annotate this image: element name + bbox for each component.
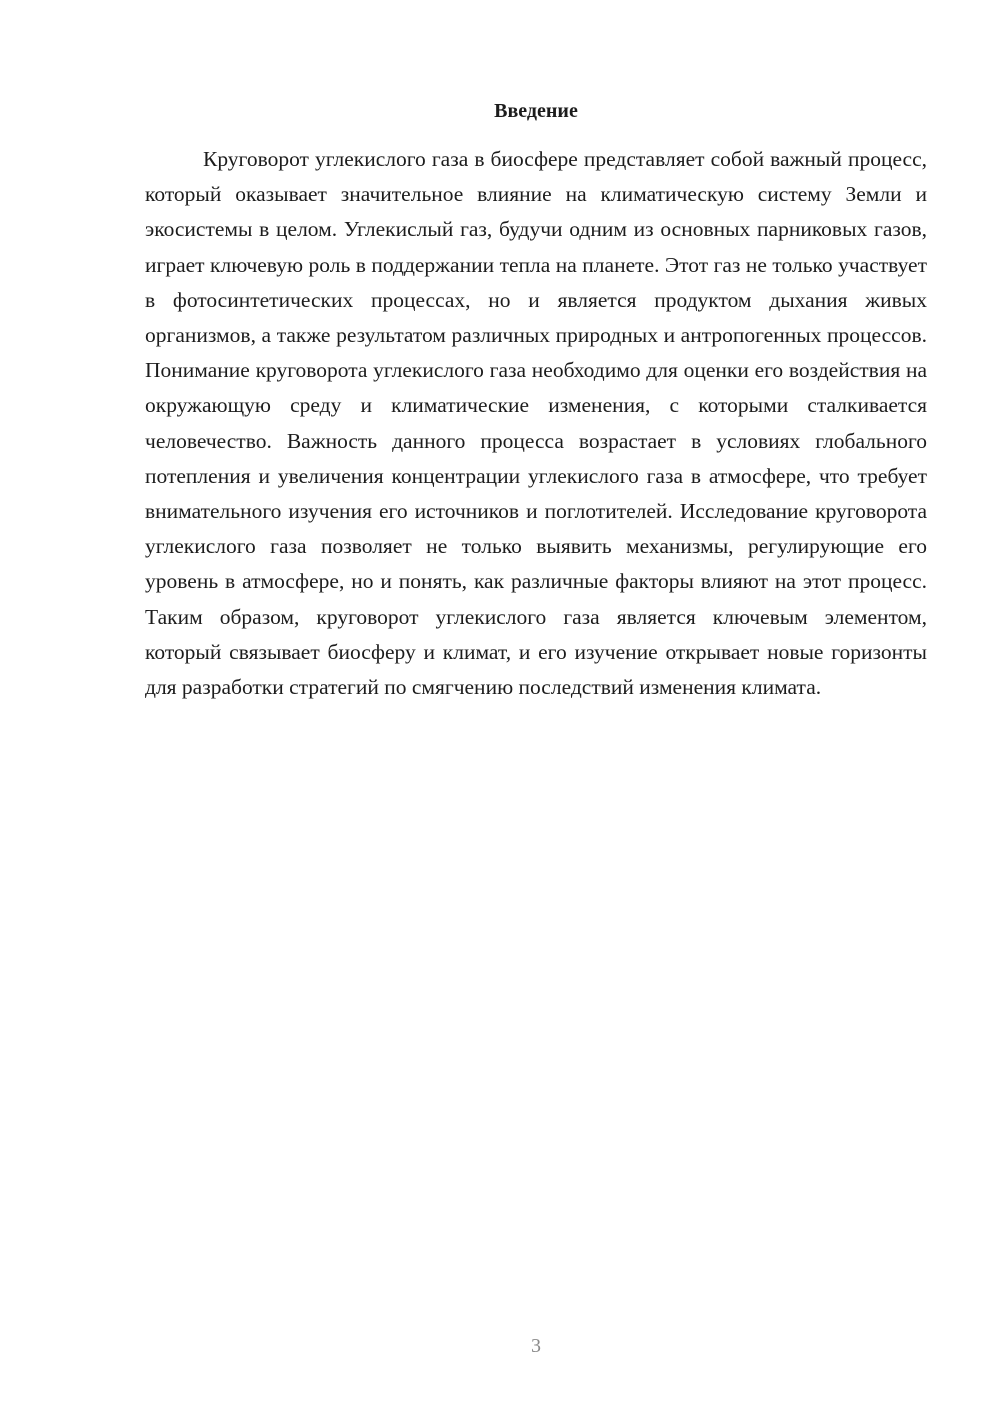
intro-paragraph: Круговорот углекислого газа в биосфере представляет собой важный процесс, который оказывает значительное влияние на климатическую систему Земли и экосистемы в целом. Углекислый газ, будучи одним из основных парниковых газов, играет ключевую роль в поддержании тепла на планете. Этот газ не только участвует в фотосинтетических процессах, но и является продуктом дыхания живых организмов, а также результатом различных природных и антропогенных процессов. Понимание круговорота углекислого газа необходимо для оценки его воздействия на окружающую среду и климатические изменения, с которыми сталкивается человечество. Важность данного процесса возрастает в условиях глобального потепления и увеличения концентрации углекислого газа в атмосфере, что требует внимательного изучения его источников и поглотителей. Исследование круговорота углекислого газа позволяет не только выявить механизмы, регулирующие его уровень в атмосфере, но и понять, как различные факторы влияют на этот процесс. Таким образом, круговорот углекислого газа является ключевым элементом, который связывает биосферу и климат, и его изучение открывает новые горизонты для разработки стратегий по смягчению последствий изменения климата.	[145, 147, 927, 700]
page-number: 3	[531, 1335, 541, 1357]
section-heading: Введение	[494, 100, 578, 122]
